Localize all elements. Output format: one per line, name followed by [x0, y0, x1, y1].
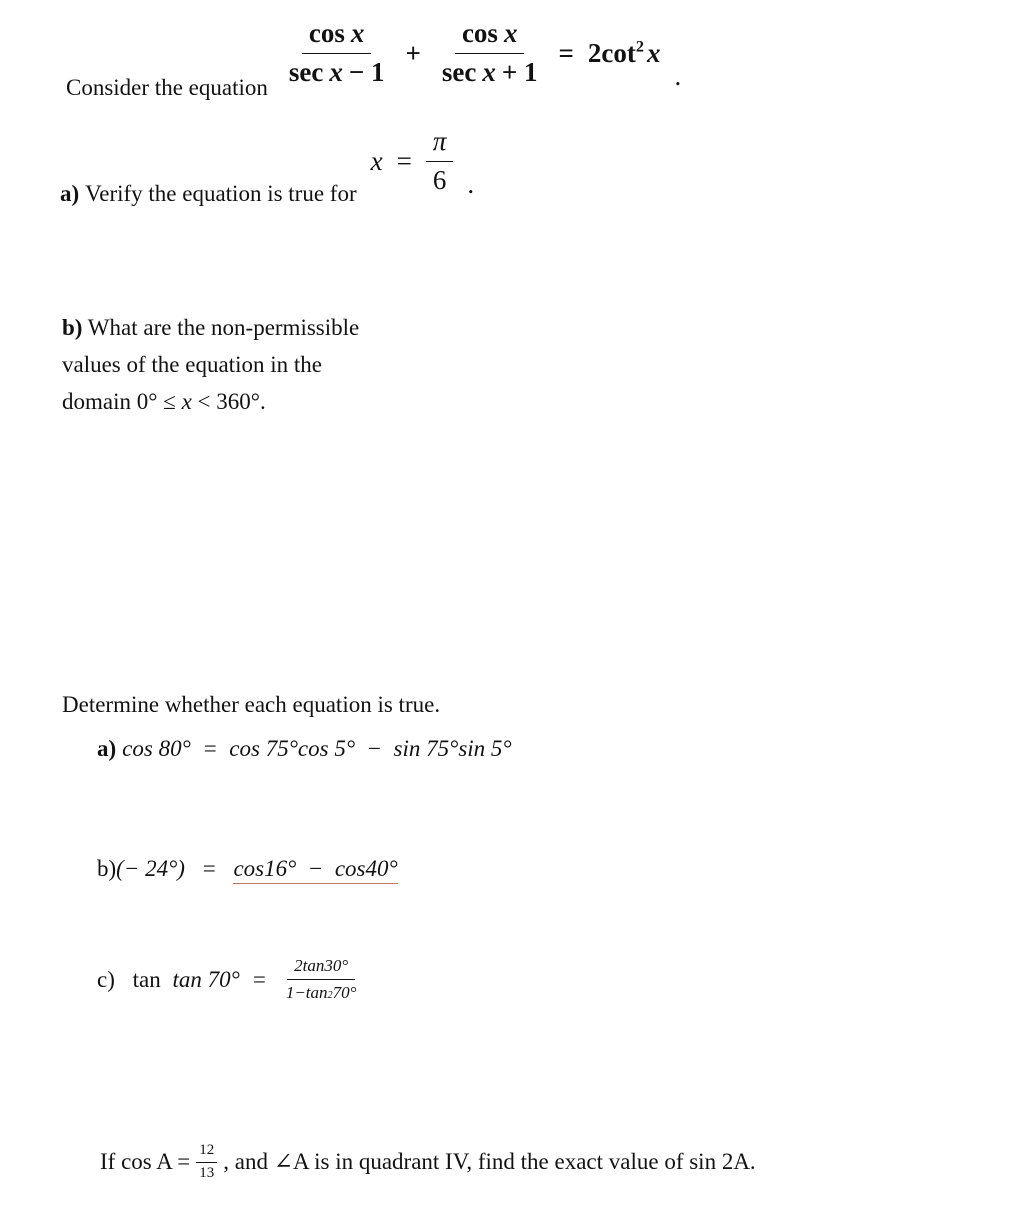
- fraction-denominator: [282, 54, 392, 89]
- part-a-label: a): [60, 180, 80, 206]
- equals-sign: =: [252, 966, 266, 992]
- rhs-coefficient: 2cot: [587, 37, 636, 68]
- fraction-numerator-pi: π: [426, 126, 454, 162]
- function-sec: sec: [441, 56, 477, 87]
- fraction-numerator: [455, 18, 525, 54]
- sentence-period: .: [674, 60, 682, 91]
- fraction-12-over-13: [196, 1142, 217, 1182]
- part-b-label: b): [97, 856, 117, 881]
- fraction-double-angle-tan: [279, 956, 364, 1003]
- fraction-denominator: 1−tan 2 70°: [285, 983, 357, 1003]
- denominator-pre: 1−tan: [285, 983, 328, 1003]
- fraction-cosx-over-secx-minus-1: [282, 18, 392, 89]
- problem2-intro: Determine whether each equation is true.: [62, 692, 441, 717]
- problem2-part-b: [97, 856, 398, 882]
- tan-70-italic: tan 70°: [172, 966, 240, 992]
- equation-intro-text: Consider the equation: [66, 74, 268, 100]
- problem1-part-a: [60, 126, 475, 206]
- domain-bound: < 360°.: [191, 388, 266, 414]
- fraction-numerator: [302, 18, 372, 54]
- fraction-denominator-6: 6: [432, 164, 447, 195]
- denominator-post: 70°: [332, 983, 357, 1003]
- problem2-part-a: [97, 736, 512, 762]
- function-sec: sec: [288, 56, 324, 87]
- fraction-cosx-over-secx-plus-1: [435, 18, 545, 89]
- equation-lhs: (− 24°): [116, 856, 185, 881]
- variable-x: x: [370, 145, 383, 176]
- equals-sign: =: [558, 37, 574, 68]
- function-tan: tan: [132, 966, 161, 992]
- part-b-line-3: [62, 384, 359, 421]
- problem2-part-c: [97, 956, 363, 1003]
- fraction-denominator: 13: [199, 1164, 215, 1181]
- equation-cos-sum-identity: cos 80° = cos 75°cos 5° − sin 75°sin 5°: [122, 736, 512, 761]
- equation-lhs: [97, 967, 240, 993]
- function-cos: cos: [308, 18, 345, 48]
- part-c-label: c): [97, 966, 115, 992]
- rhs-variable-x: x: [646, 37, 661, 68]
- variable-x: x: [503, 18, 518, 48]
- rhs-exponent: 2: [635, 37, 644, 56]
- fraction-pi-over-6: [426, 126, 454, 197]
- fraction-denominator: [435, 54, 545, 89]
- equals-sign: =: [396, 145, 412, 176]
- domain-text: domain 0° ≤: [62, 388, 182, 414]
- fraction-numerator: 12: [196, 1142, 217, 1163]
- variable-x: x: [181, 388, 192, 414]
- part-a-instruction: Verify the equation is true for: [85, 180, 357, 206]
- part-a-text: [60, 181, 357, 207]
- sentence-period: .: [467, 168, 475, 199]
- part-b-text-line1: What are the non-permissible: [87, 315, 360, 340]
- equation-rhs: [588, 38, 661, 69]
- denominator-tail: − 1: [348, 56, 385, 87]
- problem3: [100, 1142, 756, 1182]
- part-a-label: a): [97, 736, 117, 761]
- variable-x: x: [329, 56, 343, 87]
- equation-rhs-underlined: cos16° − cos40°: [233, 856, 397, 884]
- variable-x: x: [482, 56, 496, 87]
- plus-operator: +: [405, 37, 421, 68]
- problem1-equation-row: [66, 18, 682, 100]
- part-b-line-1: [62, 310, 359, 347]
- problem1-part-b: [62, 310, 359, 420]
- part-b-line-2: values of the equation in the: [62, 351, 322, 377]
- variable-x: x: [350, 18, 365, 48]
- fraction-numerator: 2tan30°: [287, 956, 355, 980]
- equals-sign: =: [202, 856, 216, 881]
- problem3-prefix: If cos A =: [100, 1149, 191, 1175]
- part-b-label: b): [62, 315, 83, 340]
- function-cos: cos: [461, 18, 498, 48]
- problem3-suffix: , and ∠A is in quadrant IV, find the exact value of sin 2A.: [223, 1149, 756, 1175]
- denominator-tail: + 1: [501, 56, 538, 87]
